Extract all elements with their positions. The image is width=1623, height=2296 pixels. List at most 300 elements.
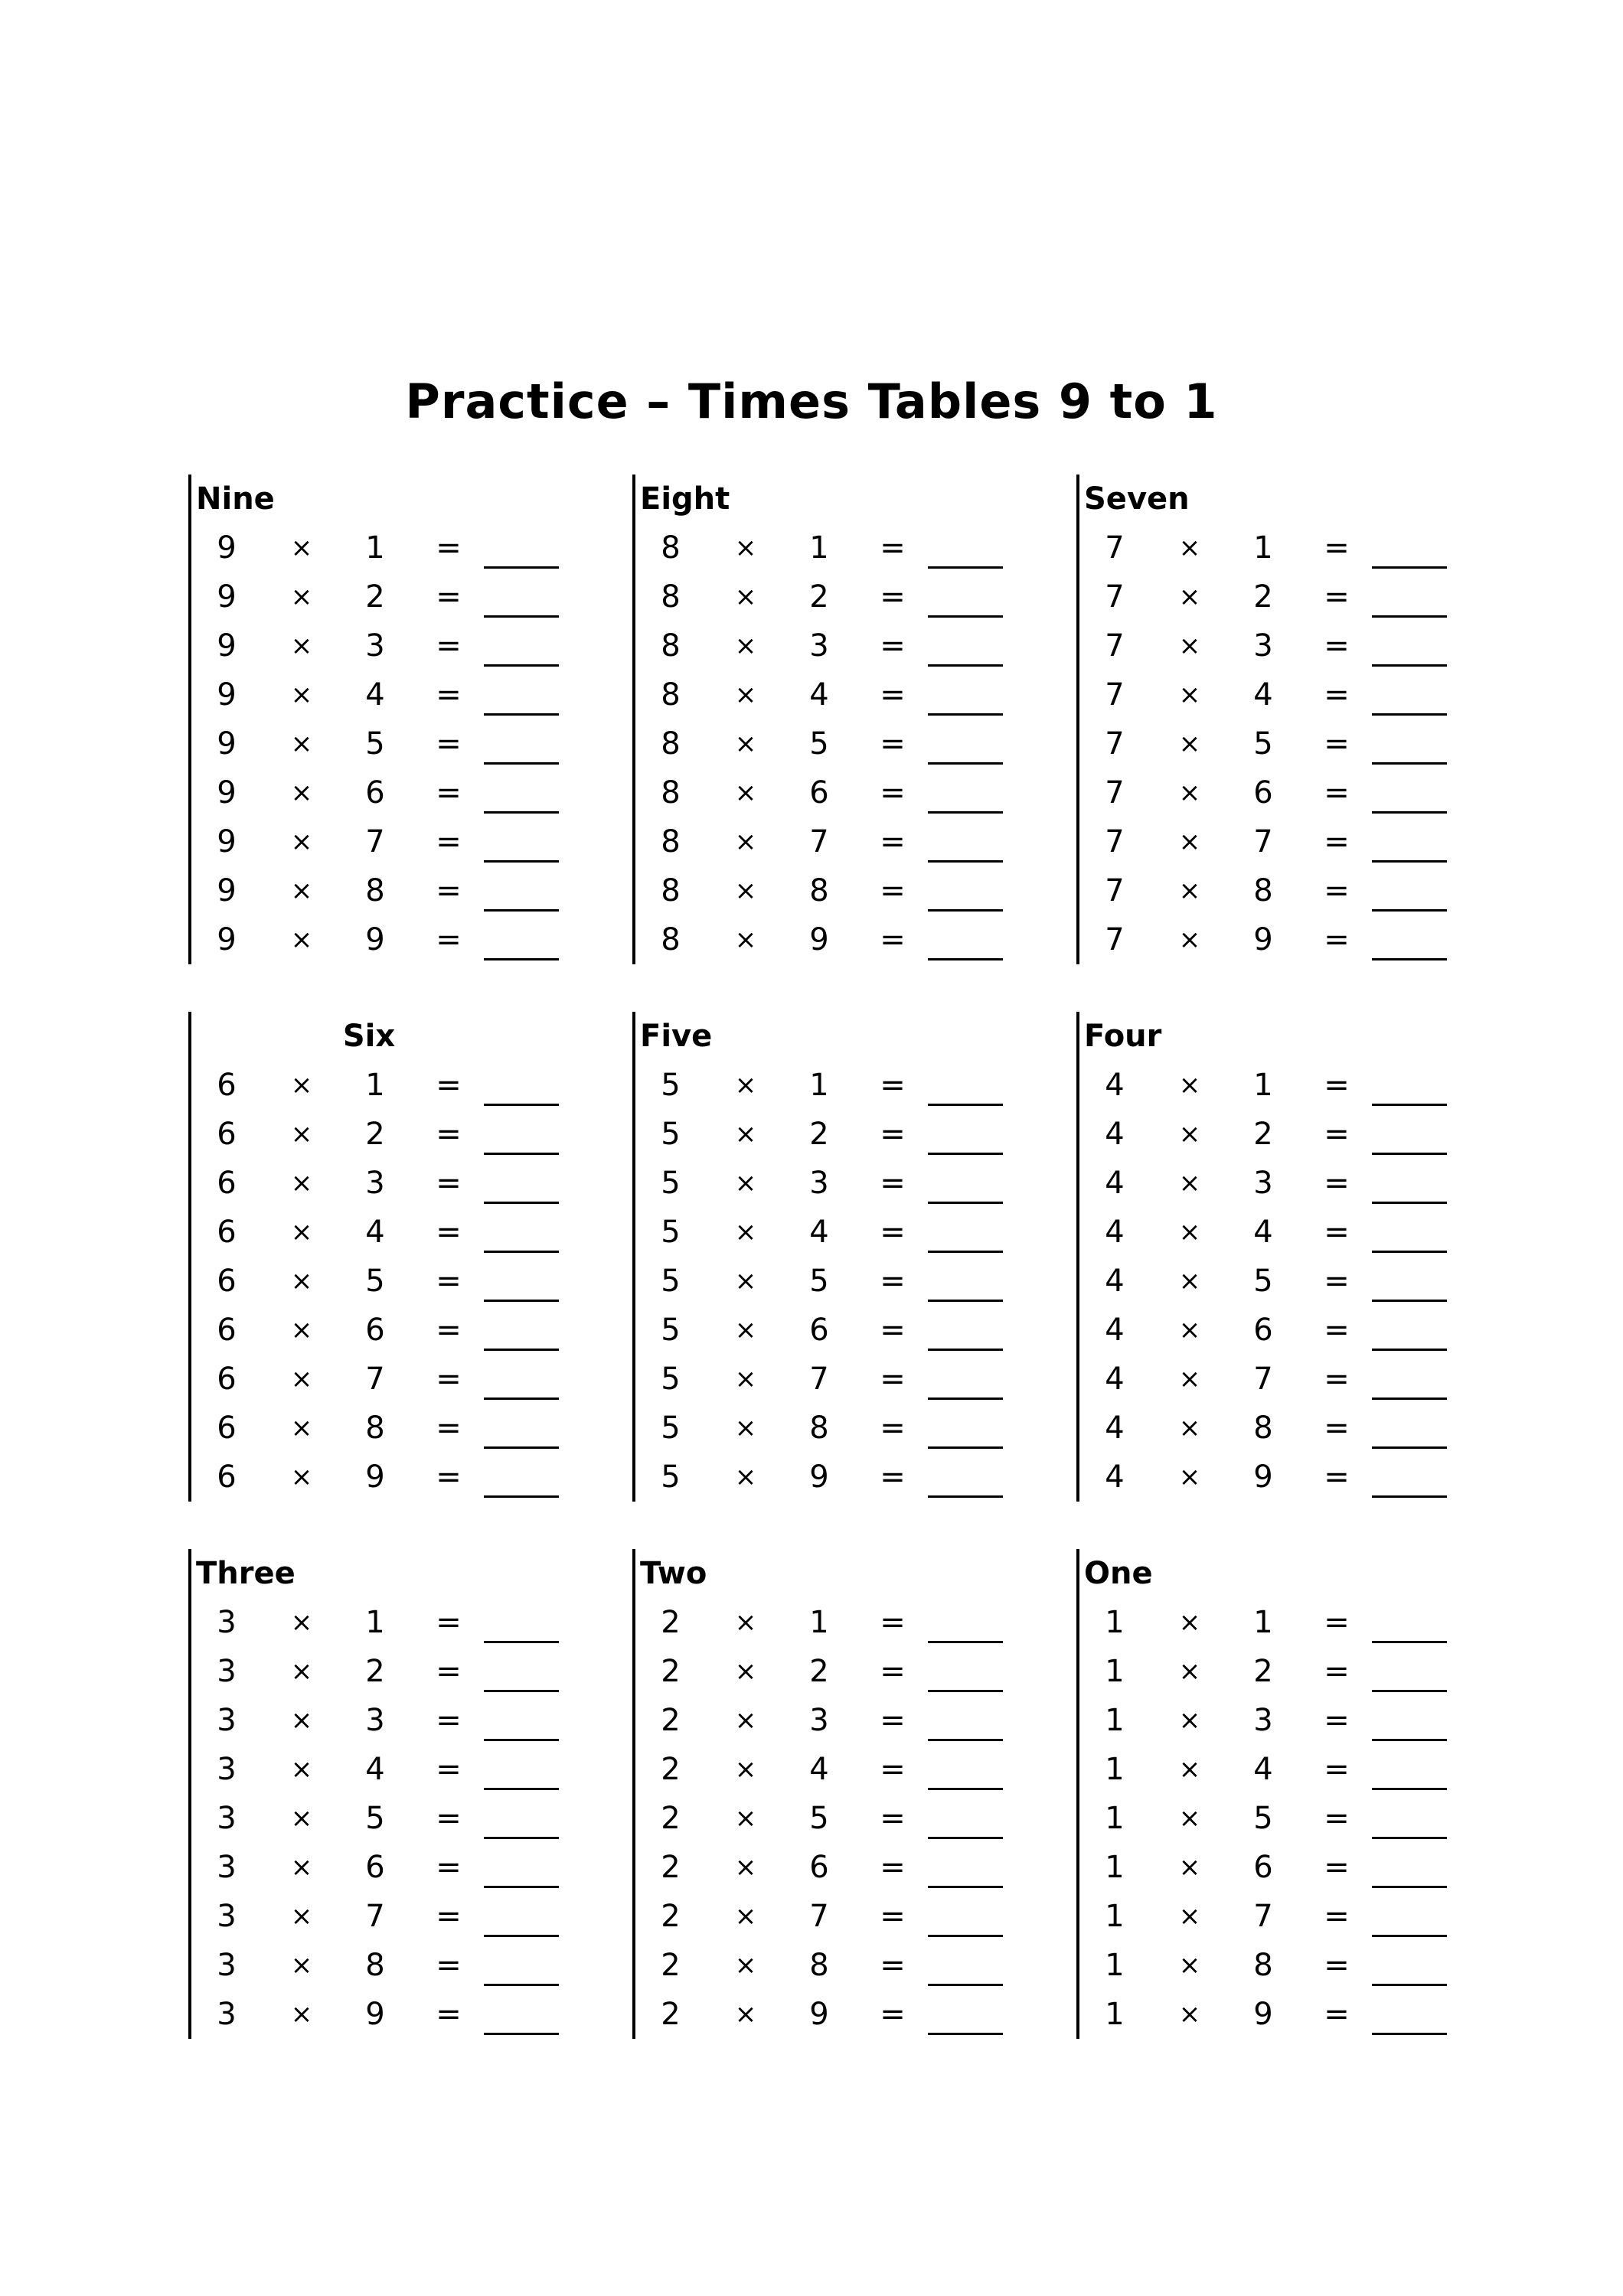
equals-sign: = [436, 1117, 462, 1152]
answer-blank[interactable] [1372, 2033, 1447, 2035]
equation-row [188, 1159, 586, 1208]
multiplier: 2 [1253, 579, 1273, 615]
answer-blank[interactable] [928, 1446, 1003, 1449]
equals-sign: = [880, 1703, 906, 1738]
answer-blank[interactable] [484, 1935, 559, 1937]
answer-blank[interactable] [484, 1788, 559, 1790]
answer-blank[interactable] [484, 958, 559, 960]
answer-blank[interactable] [484, 860, 559, 863]
equation-row [1076, 719, 1474, 768]
answer-blank[interactable] [1372, 1495, 1447, 1498]
multiplier: 2 [365, 1654, 385, 1689]
answer-blank[interactable] [1372, 615, 1447, 618]
equals-sign: = [436, 1411, 462, 1446]
multiplier: 3 [809, 628, 829, 664]
equals-sign: = [436, 873, 462, 908]
answer-blank[interactable] [484, 1837, 559, 1839]
answer-blank[interactable] [928, 762, 1003, 765]
multiplicand: 5 [661, 1362, 681, 1397]
answer-blank[interactable] [1372, 566, 1447, 569]
answer-blank[interactable] [484, 1495, 559, 1498]
equals-sign: = [436, 824, 462, 859]
multiplier: 5 [1253, 1801, 1273, 1836]
equation-row [188, 866, 586, 915]
equals-sign: = [436, 1703, 462, 1738]
multiplier: 7 [365, 1899, 385, 1934]
equation-row [188, 915, 586, 964]
multiply-sign: × [290, 631, 313, 661]
equation-row [632, 1257, 1030, 1306]
multiply-sign: × [290, 1950, 313, 1981]
multiply-sign: × [1178, 925, 1201, 955]
multiplicand: 7 [1105, 873, 1125, 908]
answer-blank[interactable] [928, 1397, 1003, 1400]
answer-blank[interactable] [1372, 1690, 1447, 1692]
equation-row [632, 1061, 1030, 1110]
answer-blank[interactable] [484, 1300, 559, 1302]
multiply-sign: × [1178, 533, 1201, 563]
answer-blank[interactable] [484, 1984, 559, 1986]
equals-sign: = [436, 726, 462, 762]
multiplicand: 7 [1105, 530, 1125, 566]
multiplicand: 9 [217, 579, 237, 615]
multiplier: 5 [365, 1801, 385, 1836]
multiply-sign: × [1178, 1119, 1201, 1150]
answer-blank[interactable] [928, 811, 1003, 814]
multiplier: 9 [365, 922, 385, 957]
multiplicand: 8 [661, 726, 681, 762]
answer-blank[interactable] [484, 909, 559, 912]
answer-blank[interactable] [928, 1886, 1003, 1888]
answer-blank[interactable] [1372, 762, 1447, 765]
answer-blank[interactable] [928, 1349, 1003, 1351]
equals-sign: = [880, 677, 906, 713]
equals-sign: = [880, 1166, 906, 1201]
multiply-sign: × [734, 1656, 757, 1687]
multiplicand: 5 [661, 1166, 681, 1201]
multiply-sign: × [1178, 582, 1201, 612]
equals-sign: = [880, 726, 906, 762]
equation-row [1076, 1061, 1474, 1110]
equation-row [188, 1794, 586, 1843]
equals-sign: = [436, 1068, 462, 1103]
multiplier: 6 [809, 1850, 829, 1885]
answer-blank[interactable] [1372, 1446, 1447, 1449]
equals-sign: = [1324, 1215, 1350, 1250]
equals-sign: = [880, 579, 906, 615]
multiplicand: 4 [1105, 1215, 1125, 1250]
multiplier: 6 [1253, 775, 1273, 810]
equation-row [188, 1647, 586, 1696]
answer-blank[interactable] [1372, 1202, 1447, 1204]
equation-row [188, 719, 586, 768]
multiplier: 5 [1253, 726, 1273, 762]
answer-blank[interactable] [1372, 1104, 1447, 1106]
equals-sign: = [880, 1117, 906, 1152]
table-heading: Seven [1084, 481, 1190, 517]
multiply-sign: × [734, 1119, 757, 1150]
multiply-sign: × [290, 533, 313, 563]
multiplier: 1 [365, 1605, 385, 1640]
equals-sign: = [436, 1850, 462, 1885]
multiplicand: 1 [1105, 1605, 1125, 1640]
multiplier: 2 [809, 1654, 829, 1689]
equals-sign: = [436, 1948, 462, 1983]
multiplicand: 8 [661, 873, 681, 908]
equals-sign: = [880, 1362, 906, 1397]
answer-blank[interactable] [928, 1495, 1003, 1498]
equation-row [632, 719, 1030, 768]
multiply-sign: × [290, 1803, 313, 1834]
equation-row [632, 1794, 1030, 1843]
multiply-sign: × [734, 1705, 757, 1736]
equals-sign: = [880, 1948, 906, 1983]
equation-row [188, 768, 586, 817]
answer-blank[interactable] [484, 566, 559, 569]
multiplier: 6 [365, 775, 385, 810]
answer-blank[interactable] [928, 909, 1003, 912]
equation-row [1076, 1306, 1474, 1355]
equals-sign: = [1324, 1411, 1350, 1446]
equation-row [1076, 915, 1474, 964]
multiplicand: 7 [1105, 726, 1125, 762]
multiplier: 2 [1253, 1117, 1273, 1152]
multiply-sign: × [1178, 1168, 1201, 1199]
answer-blank[interactable] [928, 1153, 1003, 1155]
answer-blank[interactable] [484, 1104, 559, 1106]
answer-blank[interactable] [1372, 909, 1447, 912]
answer-blank[interactable] [928, 664, 1003, 667]
answer-blank[interactable] [1372, 958, 1447, 960]
multiplicand: 5 [661, 1459, 681, 1495]
multiply-sign: × [290, 1315, 313, 1345]
equation-row [188, 1990, 586, 2039]
answer-blank[interactable] [928, 1641, 1003, 1643]
multiply-sign: × [290, 1217, 313, 1247]
multiplier: 3 [809, 1166, 829, 1201]
multiply-sign: × [1178, 1852, 1201, 1883]
multiply-sign: × [1178, 631, 1201, 661]
multiply-sign: × [734, 1266, 757, 1296]
equation-row [188, 1355, 586, 1404]
multiplicand: 9 [217, 824, 237, 859]
answer-blank[interactable] [928, 860, 1003, 863]
answer-blank[interactable] [928, 1251, 1003, 1253]
answer-blank[interactable] [1372, 1349, 1447, 1351]
equation-row [1076, 1453, 1474, 1502]
multiply-sign: × [734, 1364, 757, 1394]
answer-blank[interactable] [484, 615, 559, 618]
multiply-sign: × [1178, 1705, 1201, 1736]
equals-sign: = [436, 1801, 462, 1836]
answer-blank[interactable] [928, 1984, 1003, 1986]
multiplicand: 3 [217, 1801, 237, 1836]
multiplicand: 1 [1105, 1899, 1125, 1934]
multiplicand: 4 [1105, 1313, 1125, 1348]
answer-blank[interactable] [928, 1788, 1003, 1790]
multiplicand: 9 [217, 726, 237, 762]
multiplier: 1 [809, 530, 829, 566]
multiply-sign: × [290, 1705, 313, 1736]
answer-blank[interactable] [928, 713, 1003, 716]
answer-blank[interactable] [484, 1349, 559, 1351]
answer-blank[interactable] [1372, 1397, 1447, 1400]
equals-sign: = [1324, 1752, 1350, 1787]
equals-sign: = [1324, 579, 1350, 615]
equals-sign: = [436, 579, 462, 615]
equals-sign: = [436, 1362, 462, 1397]
equation-row [188, 817, 586, 866]
multiplicand: 8 [661, 922, 681, 957]
answer-blank[interactable] [928, 1935, 1003, 1937]
multiplicand: 6 [217, 1411, 237, 1446]
multiplier: 4 [1253, 1752, 1273, 1787]
answer-blank[interactable] [928, 958, 1003, 960]
equation-row [632, 1647, 1030, 1696]
equation-row [632, 1941, 1030, 1990]
multiplicand: 4 [1105, 1117, 1125, 1152]
multiplier: 7 [365, 1362, 385, 1397]
multiply-sign: × [1178, 1754, 1201, 1785]
multiply-sign: × [290, 876, 313, 906]
table-heading: Nine [196, 481, 275, 517]
multiplicand: 4 [1105, 1459, 1125, 1495]
answer-blank[interactable] [928, 1690, 1003, 1692]
answer-blank[interactable] [1372, 1153, 1447, 1155]
multiplier: 6 [365, 1313, 385, 1348]
multiply-sign: × [734, 1168, 757, 1199]
answer-blank[interactable] [484, 1202, 559, 1204]
multiplicand: 6 [217, 1313, 237, 1348]
equals-sign: = [436, 1264, 462, 1299]
answer-blank[interactable] [484, 1641, 559, 1643]
equals-sign: = [1324, 1166, 1350, 1201]
equation-row [188, 523, 586, 572]
multiplier: 6 [809, 775, 829, 810]
multiplier: 4 [809, 1215, 829, 1250]
answer-blank[interactable] [484, 1153, 559, 1155]
multiplicand: 8 [661, 824, 681, 859]
multiplier: 7 [1253, 1362, 1273, 1397]
equals-sign: = [436, 1215, 462, 1250]
equals-sign: = [880, 628, 906, 664]
multiply-sign: × [1178, 827, 1201, 857]
equation-row [632, 1159, 1030, 1208]
multiplicand: 5 [661, 1264, 681, 1299]
multiply-sign: × [734, 827, 757, 857]
multiplier: 2 [809, 1117, 829, 1152]
multiplicand: 1 [1105, 1948, 1125, 1983]
answer-blank[interactable] [1372, 664, 1447, 667]
answer-blank[interactable] [484, 713, 559, 716]
equation-row [632, 1745, 1030, 1794]
multiplier: 9 [809, 1459, 829, 1495]
answer-blank[interactable] [1372, 1300, 1447, 1302]
answer-blank[interactable] [484, 1446, 559, 1449]
answer-blank[interactable] [484, 1886, 559, 1888]
multiplier: 6 [365, 1850, 385, 1885]
answer-blank[interactable] [1372, 1739, 1447, 1741]
multiply-sign: × [290, 1168, 313, 1199]
equation-row [188, 1208, 586, 1257]
equals-sign: = [436, 1752, 462, 1787]
equation-row [1076, 1941, 1474, 1990]
answer-blank[interactable] [484, 1690, 559, 1692]
multiply-sign: × [290, 1462, 313, 1492]
multiplier: 2 [1253, 1654, 1273, 1689]
equals-sign: = [1324, 1068, 1350, 1103]
equation-row [1076, 1257, 1474, 1306]
equation-row [1076, 1843, 1474, 1892]
multiply-sign: × [734, 1901, 757, 1932]
equals-sign: = [1324, 1459, 1350, 1495]
multiplier: 1 [1253, 1068, 1273, 1103]
multiplicand: 9 [217, 530, 237, 566]
answer-blank[interactable] [1372, 1641, 1447, 1643]
multiplicand: 9 [217, 677, 237, 713]
answer-blank[interactable] [1372, 1984, 1447, 1986]
equation-row [1076, 670, 1474, 719]
equation-row [632, 1404, 1030, 1453]
equation-row [632, 621, 1030, 670]
multiplier: 1 [365, 530, 385, 566]
equals-sign: = [880, 1850, 906, 1885]
answer-blank[interactable] [928, 2033, 1003, 2035]
times-table-five [632, 1012, 1030, 1502]
answer-blank[interactable] [1372, 1788, 1447, 1790]
equation-row [188, 1404, 586, 1453]
multiply-sign: × [1178, 1950, 1201, 1981]
multiplier: 8 [1253, 1411, 1273, 1446]
multiplicand: 3 [217, 1654, 237, 1689]
equals-sign: = [1324, 775, 1350, 810]
answer-blank[interactable] [484, 2033, 559, 2035]
multiply-sign: × [1178, 1070, 1201, 1101]
equals-sign: = [880, 1801, 906, 1836]
multiply-sign: × [290, 925, 313, 955]
multiply-sign: × [1178, 1364, 1201, 1394]
equation-row [632, 1306, 1030, 1355]
equals-sign: = [880, 1411, 906, 1446]
answer-blank[interactable] [484, 762, 559, 765]
answer-blank[interactable] [1372, 1837, 1447, 1839]
multiplicand: 6 [217, 1215, 237, 1250]
multiply-sign: × [290, 827, 313, 857]
multiplicand: 4 [1105, 1411, 1125, 1446]
multiplicand: 5 [661, 1411, 681, 1446]
multiplier: 1 [1253, 1605, 1273, 1640]
multiplier: 4 [1253, 1215, 1273, 1250]
multiply-sign: × [734, 1462, 757, 1492]
equals-sign: = [436, 1605, 462, 1640]
answer-blank[interactable] [1372, 811, 1447, 814]
multiply-sign: × [734, 925, 757, 955]
multiplicand: 6 [217, 1068, 237, 1103]
answer-blank[interactable] [484, 664, 559, 667]
multiplier: 1 [365, 1068, 385, 1103]
equation-row [1076, 1745, 1474, 1794]
answer-blank[interactable] [1372, 1251, 1447, 1253]
multiplier: 9 [1253, 922, 1273, 957]
multiplicand: 8 [661, 579, 681, 615]
answer-blank[interactable] [928, 1104, 1003, 1106]
equation-row [632, 670, 1030, 719]
equation-row [1076, 523, 1474, 572]
multiplicand: 5 [661, 1313, 681, 1348]
multiplier: 1 [809, 1068, 829, 1103]
answer-blank[interactable] [928, 566, 1003, 569]
multiplier: 4 [809, 1752, 829, 1787]
answer-blank[interactable] [928, 615, 1003, 618]
multiply-sign: × [1178, 729, 1201, 759]
equals-sign: = [1324, 1605, 1350, 1640]
multiply-sign: × [290, 1999, 313, 2030]
multiplicand: 2 [661, 1752, 681, 1787]
multiplicand: 6 [217, 1264, 237, 1299]
equals-sign: = [1324, 677, 1350, 713]
equation-row [632, 1598, 1030, 1647]
multiply-sign: × [1178, 1656, 1201, 1687]
answer-blank[interactable] [1372, 1886, 1447, 1888]
multiplicand: 5 [661, 1215, 681, 1250]
equation-row [188, 1941, 586, 1990]
equation-row [1076, 1159, 1474, 1208]
answer-blank[interactable] [928, 1837, 1003, 1839]
table-heading: Eight [640, 481, 730, 517]
multiplicand: 2 [661, 1654, 681, 1689]
multiplicand: 7 [1105, 628, 1125, 664]
answer-blank[interactable] [484, 1251, 559, 1253]
multiply-sign: × [734, 1754, 757, 1785]
equation-row [632, 1696, 1030, 1745]
equals-sign: = [436, 775, 462, 810]
equals-sign: = [436, 1459, 462, 1495]
answer-blank[interactable] [928, 1739, 1003, 1741]
answer-blank[interactable] [484, 1739, 559, 1741]
equation-row [188, 1453, 586, 1502]
equals-sign: = [880, 1899, 906, 1934]
multiplicand: 2 [661, 1801, 681, 1836]
multiply-sign: × [290, 1852, 313, 1883]
multiply-sign: × [734, 1413, 757, 1443]
multiplicand: 2 [661, 1948, 681, 1983]
answer-blank[interactable] [484, 1397, 559, 1400]
answer-blank[interactable] [1372, 860, 1447, 863]
equals-sign: = [436, 628, 462, 664]
multiplier: 9 [1253, 1459, 1273, 1495]
equation-row [632, 866, 1030, 915]
equation-row [188, 1696, 586, 1745]
multiplier: 5 [365, 726, 385, 762]
multiply-sign: × [1178, 1217, 1201, 1247]
equals-sign: = [1324, 726, 1350, 762]
multiplier: 3 [809, 1703, 829, 1738]
multiplicand: 3 [217, 1605, 237, 1640]
answer-blank[interactable] [484, 811, 559, 814]
answer-blank[interactable] [928, 1202, 1003, 1204]
answer-blank[interactable] [1372, 1935, 1447, 1937]
multiplicand: 4 [1105, 1068, 1125, 1103]
answer-blank[interactable] [1372, 713, 1447, 716]
multiplier: 3 [365, 1166, 385, 1201]
answer-blank[interactable] [928, 1300, 1003, 1302]
multiply-sign: × [734, 778, 757, 808]
multiply-sign: × [1178, 1803, 1201, 1834]
multiplicand: 1 [1105, 1703, 1125, 1738]
multiplier: 5 [809, 1801, 829, 1836]
equation-row [188, 1598, 586, 1647]
multiply-sign: × [290, 1901, 313, 1932]
